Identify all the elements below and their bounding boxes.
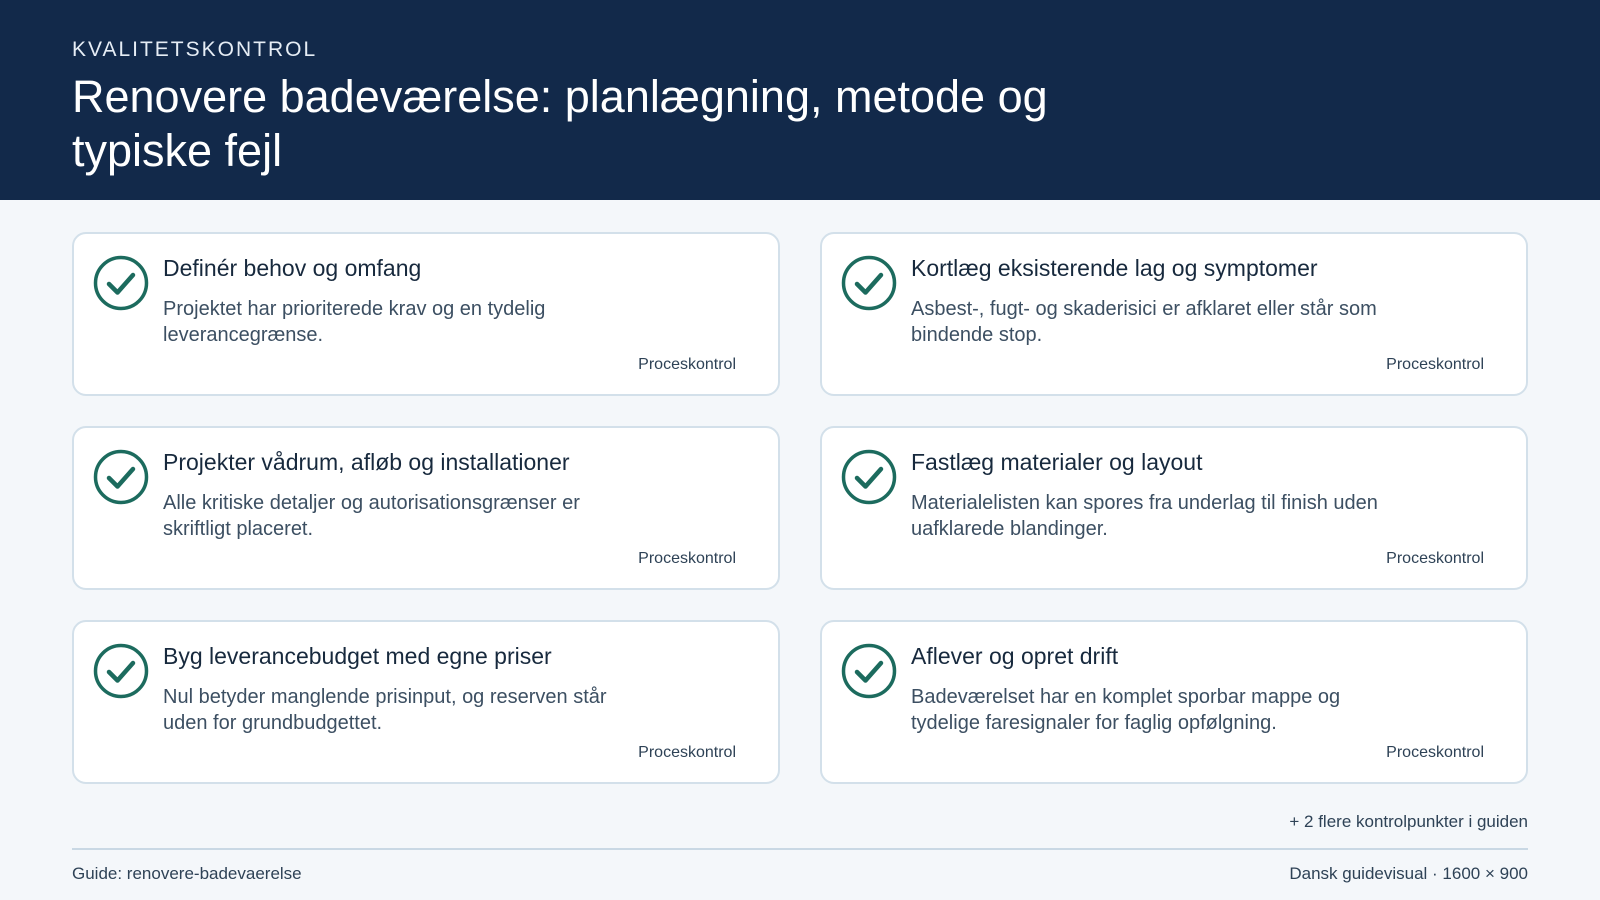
card-title: Projekter vådrum, afløb og installationer <box>163 449 570 475</box>
footer-guide-label: Guide: renovere-badevaerelse <box>72 864 302 883</box>
card-title: Aflever og opret drift <box>911 643 1119 669</box>
card-tag: Proceskontrol <box>1386 356 1484 373</box>
more-checkpoints-note: + 2 flere kontrolpunkter i guiden <box>1289 812 1528 831</box>
header-banner <box>0 0 1600 200</box>
card-description: Asbest-, fugt- og skaderisici er afklaret eller står som bindende stop. <box>911 298 1377 346</box>
checklist-card <box>72 426 780 590</box>
card-description: Badeværelset har en komplet sporbar mappe og tydelige faresignaler for faglig opfølgning. <box>911 686 1341 734</box>
checklist-card <box>820 426 1528 590</box>
check-circle-icon <box>93 449 149 505</box>
card-tag: Proceskontrol <box>638 744 736 761</box>
footer-format-label: Dansk guidevisual · 1600 × 900 <box>1289 864 1528 883</box>
checklist-card <box>820 620 1528 784</box>
card-description: Nul betyder manglende prisinput, og reserven står uden for grundbudgettet. <box>163 686 607 734</box>
check-circle-icon <box>841 449 897 505</box>
checklist-card <box>820 232 1528 396</box>
check-circle-icon <box>93 255 149 311</box>
eyebrow-label: KVALITETSKONTROL <box>72 38 318 61</box>
card-title: Fastlæg materialer og layout <box>911 449 1203 475</box>
card-description: Projektet har prioriterede krav og en tydelig leverancegrænse. <box>163 298 546 346</box>
card-description: Materialelisten kan spores fra underlag til finish uden uafklarede blandinger. <box>911 492 1378 540</box>
check-circle-icon <box>841 255 897 311</box>
check-circle-icon <box>93 643 149 699</box>
card-tag: Proceskontrol <box>1386 550 1484 567</box>
check-circle-icon <box>841 643 897 699</box>
card-tag: Proceskontrol <box>1386 744 1484 761</box>
page-title: Renovere badeværelse: planlægning, metode og typiske fejl <box>72 71 1048 176</box>
card-tag: Proceskontrol <box>638 550 736 567</box>
footer-divider <box>72 848 1528 850</box>
card-title: Kortlæg eksisterende lag og symptomer <box>911 255 1318 281</box>
checklist-card <box>72 620 780 784</box>
checklist-card <box>72 232 780 396</box>
card-title: Byg leverancebudget med egne priser <box>163 643 552 669</box>
checklist-grid <box>72 232 1528 784</box>
card-title: Definér behov og omfang <box>163 255 422 281</box>
card-tag: Proceskontrol <box>638 356 736 373</box>
card-description: Alle kritiske detaljer og autorisationsgrænser er skriftligt placeret. <box>163 492 580 540</box>
